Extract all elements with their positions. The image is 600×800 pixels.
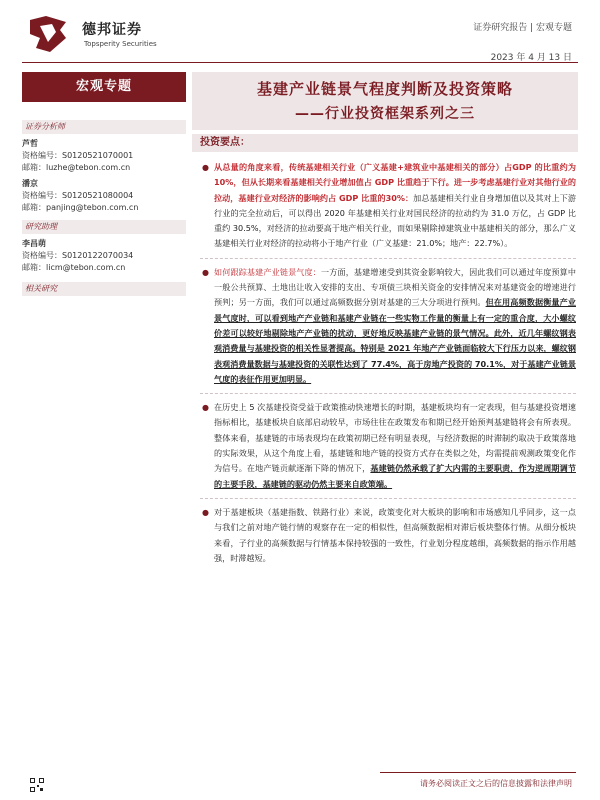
key-point-3 [200, 400, 576, 492]
key-point-1 [200, 160, 576, 252]
assistant-cert: 资格编号：S0120122070034 [22, 251, 134, 260]
key-points-header: 投资要点： [192, 134, 578, 152]
key-point-4 [200, 505, 576, 566]
bullet-icon: ● [202, 267, 209, 277]
assistant-list [22, 238, 186, 278]
key-point-1-text: 加总基建相关行业自身增加值以及其对上下游行业的完全拉动后，可以得出 2020 年基建相关行业对国民经济的拉动约为 31.0 万亿，占 GDP 比重约 30.5%，对经济的拉动要高于地产相关行业，而如果剔除掉建筑业中基建相关的部分，那么广义基建相关行业对经济的拉动将小于地产行业（广义基建：21.0%；地产：22.7%）。 [214, 192, 576, 249]
brand-name-en: Topsperity Securities [84, 40, 157, 48]
assistant-label: 研究助理 [22, 220, 186, 234]
report-title-box [192, 72, 578, 130]
footer-rule [380, 772, 576, 773]
analyst-email[interactable]: 邮箱：panjing@tebon.com.cn [22, 203, 139, 212]
key-point-2-text: 一方面，基建增速受到其资金影响较大，因此我们可以通过年度预算中一般公共预算、土地出让收入安排的支出、专项债三块相关资金的安排情况来对基建资金的增速进行预判；另一方面，我们可以通过高频数据分别对基建的三大分项进行预判。 [214, 266, 576, 308]
key-point-3-text: 在历史上 5 次基建投资受益于政策推动快速增长的时期，基建板块均有一定表现，但与基建投资增速指标相比，基建板块自底部启动较早，市场往往在政策发布和期已经开始预判基建链将会有所表现。整体来看，基建链的市场表现均在政策初期已经有明显表现，与经济数据的时滞制约取决于政策落地的实际效果，从这个角度上看，基建链和地产链的投资方式存在类似之处，均需提前观测政策变化作为信号。在地产链贡献逐渐下降的情况下， [214, 402, 576, 474]
footer-disclaimer: 请务必阅读正文之后的信息披露和法律声明 [420, 779, 572, 788]
analysts-label: 证券分析师 [22, 120, 186, 134]
divider [200, 498, 576, 499]
bullet-icon: ● [202, 403, 209, 413]
bullet-icon: ● [202, 163, 209, 172]
analyst-entry [22, 138, 186, 174]
report-type: 证券研究报告 | 宏观专题 [473, 23, 572, 33]
report-date: 2023 年 4 月 13 日 [490, 53, 572, 63]
key-point-3-emphasis: 基建链仍然承载了扩大内需的主要职责，作为逆周期调节的主要手段，基建链的驱动仍然主要来自政策端。 [214, 463, 576, 489]
analyst-cert: 资格编号：S0120521080004 [22, 191, 134, 200]
logo-mark-icon [26, 14, 70, 54]
header-rule [22, 62, 578, 63]
related-research-label: 相关研究 [22, 282, 186, 296]
analyst-cert: 资格编号：S0120521070001 [22, 151, 134, 160]
analyst-name: 潘京 [22, 179, 38, 188]
assistant-email[interactable]: 邮箱：licm@tebon.com.cn [22, 263, 126, 272]
key-point-2 [200, 265, 576, 387]
analyst-name: 芦哲 [22, 139, 38, 148]
analyst-entry [22, 178, 186, 214]
assistant-name: 李昌萌 [22, 239, 46, 248]
company-logo [26, 14, 176, 54]
category-title: 宏观专题 [22, 72, 186, 102]
bullet-icon: ● [202, 507, 209, 517]
key-point-4-text: 对于基建板块（基建指数、铁路行业）来说，政策变化对大板块的影响和市场感知几乎同步，这一点与我们之前对地产链行情的观察存在一定的相似性，但高频数据相对滞后板块整体行情。从细分板块来看，子行业的高频数据与行情基本保持较强的一致性，行业划分程度越细，高频数据的指示作用越强，时滞越短。 [214, 506, 576, 563]
analyst-email[interactable]: 邮箱：luzhe@tebon.com.cn [22, 163, 131, 172]
divider [200, 393, 576, 394]
report-subtitle: ——行业投资框架系列之三 [295, 106, 475, 122]
assistant-entry [22, 238, 186, 274]
divider [200, 258, 576, 259]
brand-name-cn: 德邦证券 [82, 22, 142, 38]
report-title: 基建产业链景气程度判断及投资策略 [256, 80, 513, 98]
analyst-list [22, 138, 186, 218]
key-point-2-emphasis: 但在用高频数据衡量产业景气度时，可以看到地产产业链和基建产业链在一些实物工作量的衡量上有一定的重合度，大小螺纹价差可以较好地剔除地产产业链的扰动，更好地反映基建产业链的景气情况。此外，近几年螺纹钢表观消费量与基建投资的相关性显著提高。特别是 2021 年地产产业链面临较大下行压力以来，螺纹钢表观消费量数据与基建投资的关联性达到了 77.4%，高于房地产投资的 70.1%，对于基建产业链景气度的表征作用更加明显。 [214, 297, 576, 384]
qr-code-icon [30, 778, 44, 792]
key-points-body [200, 160, 576, 572]
key-point-2-lead: 如何跟踪基建产业链景气度： [214, 266, 321, 277]
key-point-1-highlight: 从总量的角度来看，传统基建相关行业（广义基建+建筑业中基建相关的部分）占GDP 的比重约为 10%，但从长期来看基建相关行业增加值占 GDP 比重趋于下行。进一步考虑基建行业对其他行业的拉动，基建行业对经济的影响约占 GDP 比重的30%： [214, 162, 576, 203]
